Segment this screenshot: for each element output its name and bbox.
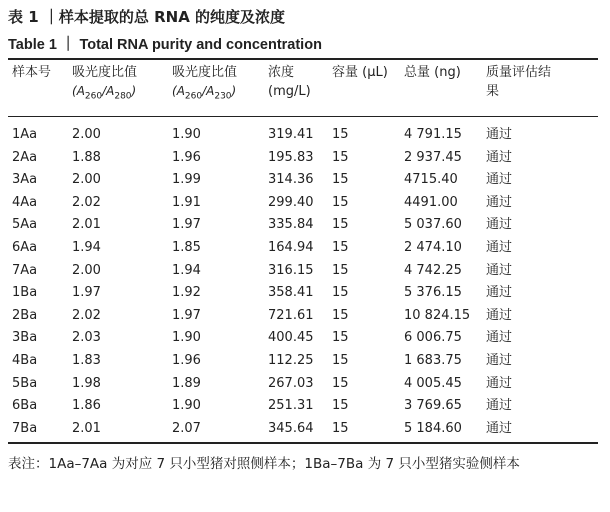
table-row bbox=[8, 192, 598, 215]
cell-quality: 通过 bbox=[486, 375, 513, 391]
cell-ratio-260-280: 2.01 bbox=[72, 420, 101, 436]
cell-total: 4 742.25 bbox=[404, 262, 462, 278]
cell-total: 5 037.60 bbox=[404, 217, 462, 233]
cell-ratio-260-230: 1.85 bbox=[172, 239, 201, 255]
cell-volume: 15 bbox=[332, 262, 349, 278]
cell-sample: 5Aa bbox=[12, 217, 38, 233]
cell-volume: 15 bbox=[332, 330, 349, 346]
cell-concentration: 251.31 bbox=[268, 398, 314, 414]
table-row bbox=[8, 260, 598, 283]
cell-volume: 15 bbox=[332, 307, 349, 323]
header-ratio-260-230: 吸光度比值 $(A_{260}/A_{230})$ bbox=[172, 65, 238, 102]
cell-quality: 通过 bbox=[486, 217, 513, 233]
cell-quality: 通过 bbox=[486, 330, 513, 346]
cell-quality: 通过 bbox=[486, 239, 513, 255]
cell-ratio-260-230: 1.91 bbox=[172, 194, 201, 210]
cell-quality: 通过 bbox=[486, 194, 513, 210]
cell-quality: 通过 bbox=[486, 172, 513, 188]
table-body bbox=[8, 124, 598, 440]
cell-total: 4491.00 bbox=[404, 194, 458, 210]
header-concentration: 浓度 (mg/L) bbox=[268, 65, 311, 99]
cell-volume: 15 bbox=[332, 172, 349, 188]
cell-sample: 2Aa bbox=[12, 149, 38, 165]
cell-sample: 7Aa bbox=[12, 262, 38, 278]
cell-volume: 15 bbox=[332, 375, 349, 391]
cell-volume: 15 bbox=[332, 285, 349, 301]
cell-sample: 1Ba bbox=[12, 285, 38, 301]
cell-ratio-260-280: 1.94 bbox=[72, 239, 101, 255]
cell-sample: 4Ba bbox=[12, 352, 38, 368]
cell-volume: 15 bbox=[332, 217, 349, 233]
cell-concentration: 400.45 bbox=[268, 330, 314, 346]
cell-concentration: 721.61 bbox=[268, 307, 314, 323]
table-row bbox=[8, 124, 598, 147]
cell-total: 1 683.75 bbox=[404, 352, 462, 368]
table-title-english: Table 1 ｜ Total RNA purity and concentration bbox=[8, 37, 322, 53]
cell-sample: 5Ba bbox=[12, 375, 38, 391]
cell-volume: 15 bbox=[332, 239, 349, 255]
cell-total: 6 006.75 bbox=[404, 330, 462, 346]
cell-quality: 通过 bbox=[486, 262, 513, 278]
cell-sample: 4Aa bbox=[12, 194, 38, 210]
table-row bbox=[8, 147, 598, 170]
cell-total: 2 474.10 bbox=[404, 239, 462, 255]
table-row bbox=[8, 214, 598, 237]
cell-concentration: 314.36 bbox=[268, 172, 314, 188]
cell-sample: 3Ba bbox=[12, 330, 38, 346]
cell-concentration: 195.83 bbox=[268, 149, 314, 165]
table-row bbox=[8, 418, 598, 441]
cell-ratio-260-230: 1.96 bbox=[172, 149, 201, 165]
cell-concentration: 316.15 bbox=[268, 262, 314, 278]
cell-concentration: 299.40 bbox=[268, 194, 314, 210]
cell-quality: 通过 bbox=[486, 307, 513, 323]
top-rule bbox=[8, 58, 598, 60]
cell-ratio-260-230: 1.90 bbox=[172, 330, 201, 346]
cell-ratio-260-230: 1.99 bbox=[172, 172, 201, 188]
cell-concentration: 112.25 bbox=[268, 352, 314, 368]
header-total: 总量 (ng) bbox=[404, 65, 461, 80]
cell-sample: 7Ba bbox=[12, 420, 38, 436]
cell-ratio-260-230: 1.90 bbox=[172, 398, 201, 414]
cell-sample: 2Ba bbox=[12, 307, 38, 323]
cell-ratio-260-280: 2.02 bbox=[72, 194, 101, 210]
table-row bbox=[8, 282, 598, 305]
cell-ratio-260-280: 1.97 bbox=[72, 285, 101, 301]
table-note: 表注：1Aa–7Aa 为对应 7 只小型猪对照侧样本；1Ba–7Ba 为 7 只小型猪实验侧样本 bbox=[8, 456, 520, 472]
table-row bbox=[8, 395, 598, 418]
header-sample: 样本号 bbox=[12, 65, 52, 80]
cell-ratio-260-230: 1.89 bbox=[172, 375, 201, 391]
rna-purity-table bbox=[8, 63, 598, 440]
cell-total: 4 005.45 bbox=[404, 375, 462, 391]
cell-volume: 15 bbox=[332, 398, 349, 414]
cell-concentration: 345.64 bbox=[268, 420, 314, 436]
cell-quality: 通过 bbox=[486, 420, 513, 436]
cell-ratio-260-280: 1.83 bbox=[72, 352, 101, 368]
cell-total: 3 769.65 bbox=[404, 398, 462, 414]
cell-quality: 通过 bbox=[486, 285, 513, 301]
cell-volume: 15 bbox=[332, 352, 349, 368]
cell-ratio-260-280: 2.02 bbox=[72, 307, 101, 323]
cell-total: 4715.40 bbox=[404, 172, 458, 188]
cell-quality: 通过 bbox=[486, 398, 513, 414]
bottom-rule bbox=[8, 442, 598, 444]
cell-ratio-260-280: 2.00 bbox=[72, 127, 101, 142]
table-title-chinese: 表 1 ｜样本提取的总 RNA 的纯度及浓度 bbox=[8, 8, 286, 26]
cell-ratio-260-280: 1.98 bbox=[72, 375, 101, 391]
cell-total: 4 791.15 bbox=[404, 127, 462, 142]
cell-sample: 3Aa bbox=[12, 172, 38, 188]
table-row bbox=[8, 169, 598, 192]
cell-total: 5 184.60 bbox=[404, 420, 462, 436]
cell-ratio-260-280: 2.03 bbox=[72, 330, 101, 346]
cell-volume: 15 bbox=[332, 149, 349, 165]
cell-ratio-260-230: 2.07 bbox=[172, 420, 201, 436]
cell-ratio-260-230: 1.94 bbox=[172, 262, 201, 278]
cell-total: 10 824.15 bbox=[404, 307, 471, 323]
cell-sample: 1Aa bbox=[12, 127, 38, 142]
cell-volume: 15 bbox=[332, 420, 349, 436]
cell-total: 2 937.45 bbox=[404, 149, 462, 165]
cell-quality: 通过 bbox=[486, 149, 513, 165]
header-quality: 质量评估结 果 bbox=[486, 65, 552, 99]
cell-ratio-260-230: 1.96 bbox=[172, 352, 201, 368]
table-row bbox=[8, 305, 598, 328]
cell-ratio-260-280: 1.86 bbox=[72, 398, 101, 414]
cell-concentration: 267.03 bbox=[268, 375, 314, 391]
cell-concentration: 358.41 bbox=[268, 285, 314, 301]
cell-ratio-260-280: 2.00 bbox=[72, 172, 101, 188]
table-row bbox=[8, 327, 598, 350]
cell-volume: 15 bbox=[332, 127, 349, 142]
table-row bbox=[8, 350, 598, 373]
cell-ratio-260-230: 1.97 bbox=[172, 307, 201, 323]
table-row bbox=[8, 373, 598, 396]
table-row bbox=[8, 237, 598, 260]
header-ratio-260-280: 吸光度比值 $(A_{260}/A_{280})$ bbox=[72, 65, 138, 102]
cell-ratio-260-230: 1.90 bbox=[172, 127, 201, 142]
header-volume: 容量 (μL) bbox=[332, 65, 388, 80]
cell-quality: 通过 bbox=[486, 127, 513, 142]
cell-sample: 6Aa bbox=[12, 239, 38, 255]
cell-ratio-260-280: 2.01 bbox=[72, 217, 101, 233]
table-header-row bbox=[8, 63, 598, 116]
cell-concentration: 319.41 bbox=[268, 127, 314, 142]
cell-volume: 15 bbox=[332, 194, 349, 210]
cell-ratio-260-280: 2.00 bbox=[72, 262, 101, 278]
cell-concentration: 164.94 bbox=[268, 239, 314, 255]
cell-total: 5 376.15 bbox=[404, 285, 462, 301]
cell-ratio-260-230: 1.97 bbox=[172, 217, 201, 233]
cell-quality: 通过 bbox=[486, 352, 513, 368]
cell-ratio-260-280: 1.88 bbox=[72, 149, 101, 165]
cell-ratio-260-230: 1.92 bbox=[172, 285, 201, 301]
cell-concentration: 335.84 bbox=[268, 217, 314, 233]
cell-sample: 6Ba bbox=[12, 398, 38, 414]
